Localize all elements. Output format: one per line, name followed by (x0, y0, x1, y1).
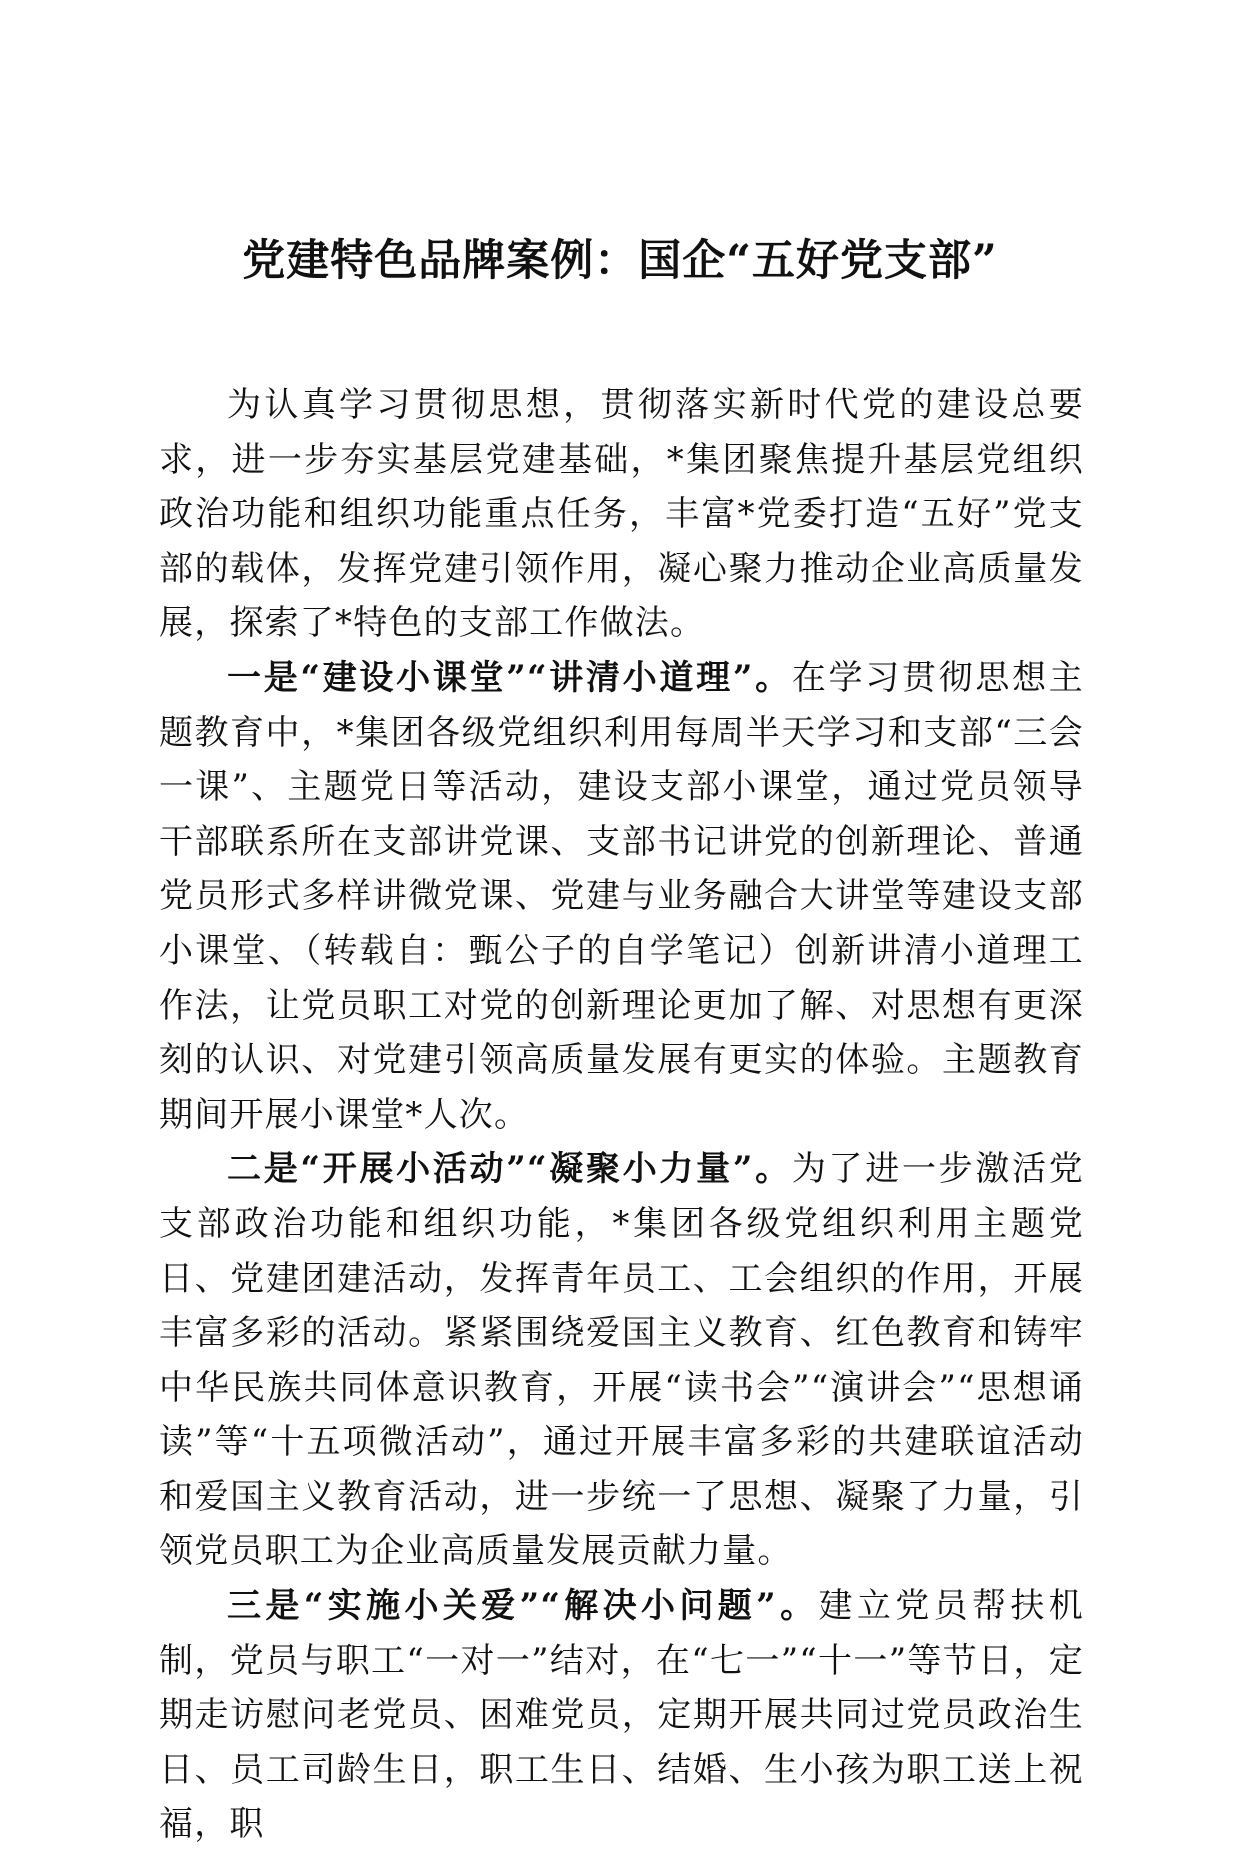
section-paragraph-2 (159, 1142, 1084, 1579)
section-lead-1: 一是“建设小课堂”“讲清小道理”。 (227, 657, 792, 698)
section-lead-3: 三是“实施小关爱”“解决小问题”。 (227, 1586, 819, 1627)
document-body (159, 378, 1084, 1852)
page-title: 党建特色品牌案例：国企“五好党支部” (242, 236, 998, 286)
section-text-2: 为了进一步激活党支部政治功能和组织功能，*集团各级党组织利用主题党日、党建团建活动，发挥青年员工、工会组织的作用，开展丰富多彩的活动。紧紧围绕爱国主义教育、红色教育和铸牢中华民族共同体意识教育，开展“读书会”“演讲会”“思想诵读”等“十五项微活动”，通过开展丰富多彩的共建联谊活动和爱国主义教育活动，进一步统一了思想、凝聚了力量，引领党员职工为企业高质量发展贡献力量。 (159, 1149, 1084, 1572)
intro-paragraph: 为认真学习贯彻思想，贯彻落实新时代党的建设总要求，进一步夯实基层党建基础，*集团聚焦提升基层党组织政治功能和组织功能重点任务，丰富*党委打造“五好”党支部的载体，发挥党建引领作用，凝心聚力推动企业高质量发展，探索了*特色的支部工作做法。 (159, 385, 1084, 644)
section-text-1: 在学习贯彻思想主题教育中，*集团各级党组织利用每周半天学习和支部“三会一课”、主题党日等活动，建设支部小课堂，通过党员领导干部联系所在支部讲党课、支部书记讲党的创新理论、普通党员形式多样讲微党课、党建与业务融合大讲堂等建设支部小课堂、（转载自：甄公子的自学笔记）创新讲清小道理工作法，让党员职工对党的创新理论更加了解、对思想有更深刻的认识、对党建引领高质量发展有更实的体验。主题教育期间开展小课堂*人次。 (159, 657, 1084, 1135)
section-paragraph-1 (159, 651, 1084, 1142)
section-paragraph-3 (159, 1579, 1084, 1852)
section-lead-2: 二是“开展小活动”“凝聚小力量”。 (227, 1149, 792, 1190)
section-text-3: 建立党员帮扶机制，党员与职工“一对一”结对，在“七一”“十一”等节日，定期走访慰问老党员、困难党员，定期开展共同过党员政治生日、员工司龄生日，职工生日、结婚、生小孩为职工送上祝福，职 (159, 1586, 1084, 1845)
